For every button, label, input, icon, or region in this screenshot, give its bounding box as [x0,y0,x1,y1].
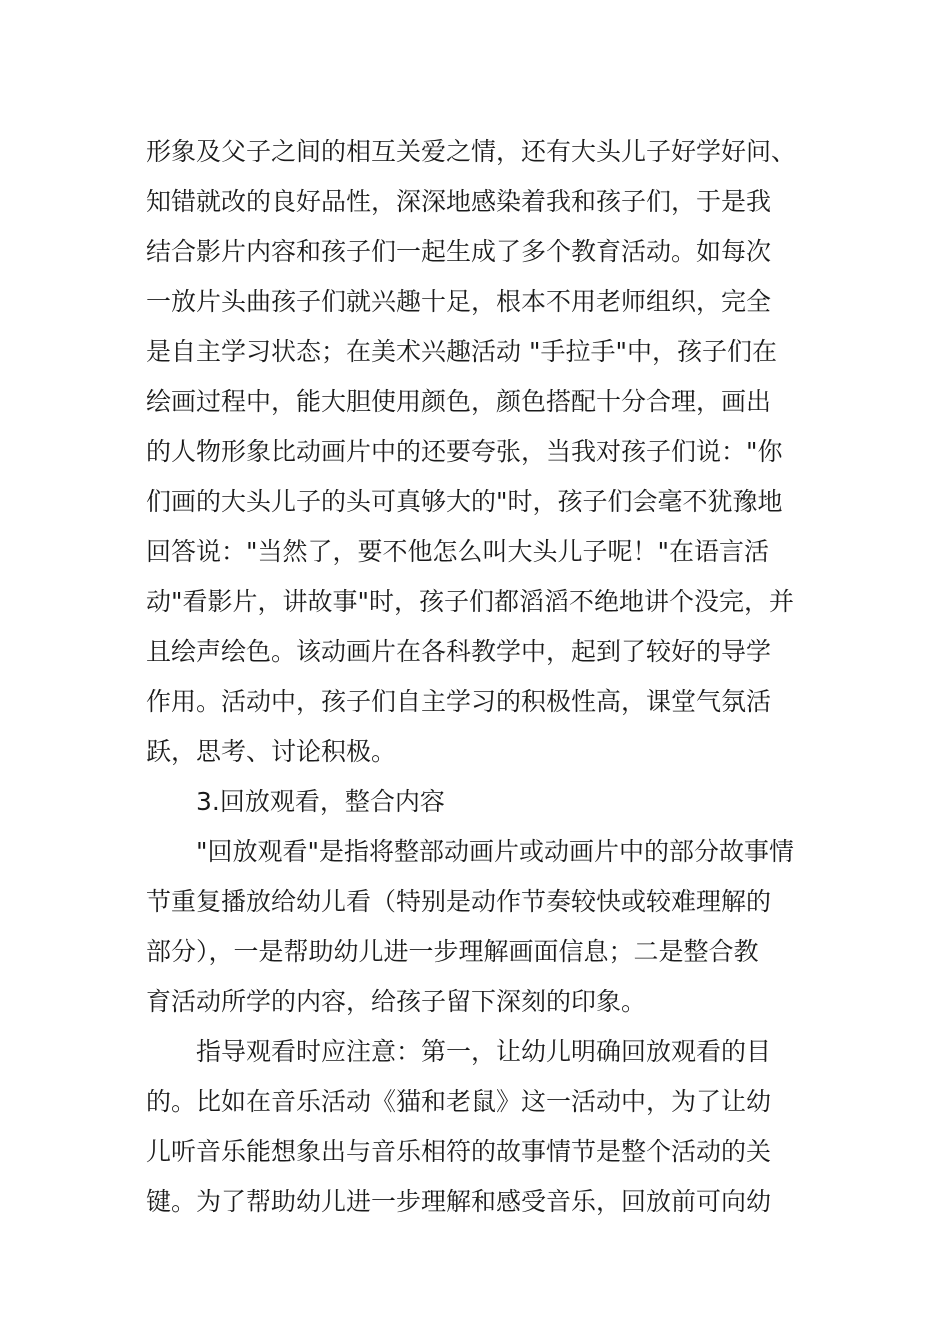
text-line: 作用。活动中，孩子们自主学习的积极性高，课堂气氛活 [146,687,772,716]
text-line: 形象及父子之间的相互关爱之情，还有大头儿子好学好问、 [146,137,797,166]
text-line: 的。比如在音乐活动《猫和老鼠》这一活动中，为了让幼 [146,1087,772,1116]
text-line: 知错就改的良好品性，深深地感染着我和孩子们，于是我 [146,187,772,216]
text-line: 键。为了帮助幼儿进一步理解和感受音乐，回放前可向幼 [146,1187,772,1216]
text-line: 绘画过程中，能大胆使用颜色，颜色搭配十分合理，画出 [146,387,772,416]
text-line: 的人物形象比动画片中的还要夸张，当我对孩子们说："你 [146,437,783,466]
text-line: 回答说："当然了，要不他怎么叫大头儿子呢！"在语言活 [146,537,770,566]
text-line: 一放片头曲孩子们就兴趣十足，根本不用老师组织，完全 [146,287,772,316]
text-line: 指导观看时应注意：第一，让幼儿明确回放观看的目 [196,1037,772,1066]
text-line: 们画的大头儿子的头可真够大的"时，孩子们会毫不犹豫地 [146,487,783,516]
text-line: 动"看影片，讲故事"时，孩子们都滔滔不绝地讲个没完，并 [146,587,795,616]
text-line: "回放观看"是指将整部动画片或动画片中的部分故事情 [196,837,795,866]
text-line: 育活动所学的内容，给孩子留下深刻的印象。 [146,987,647,1016]
text-line: 儿听音乐能想象出与音乐相符的故事情节是整个活动的关 [146,1137,772,1166]
text-line: 部分），一是帮助幼儿进一步理解画面信息；二是整合教 [146,937,759,966]
text-line: 是自主学习状态；在美术兴趣活动 "手拉手"中，孩子们在 [146,337,777,366]
text-line: 3.回放观看，整合内容 [196,787,445,816]
body-text [146,127,806,1227]
text-line: 结合影片内容和孩子们一起生成了多个教育活动。如每次 [146,237,772,266]
text-line: 节重复播放给幼儿看（特别是动作节奏较快或较难理解的 [146,887,772,916]
text-line: 跃，思考、讨论积极。 [146,737,397,766]
text-line: 且绘声绘色。该动画片在各科教学中，起到了较好的导学 [146,637,772,666]
